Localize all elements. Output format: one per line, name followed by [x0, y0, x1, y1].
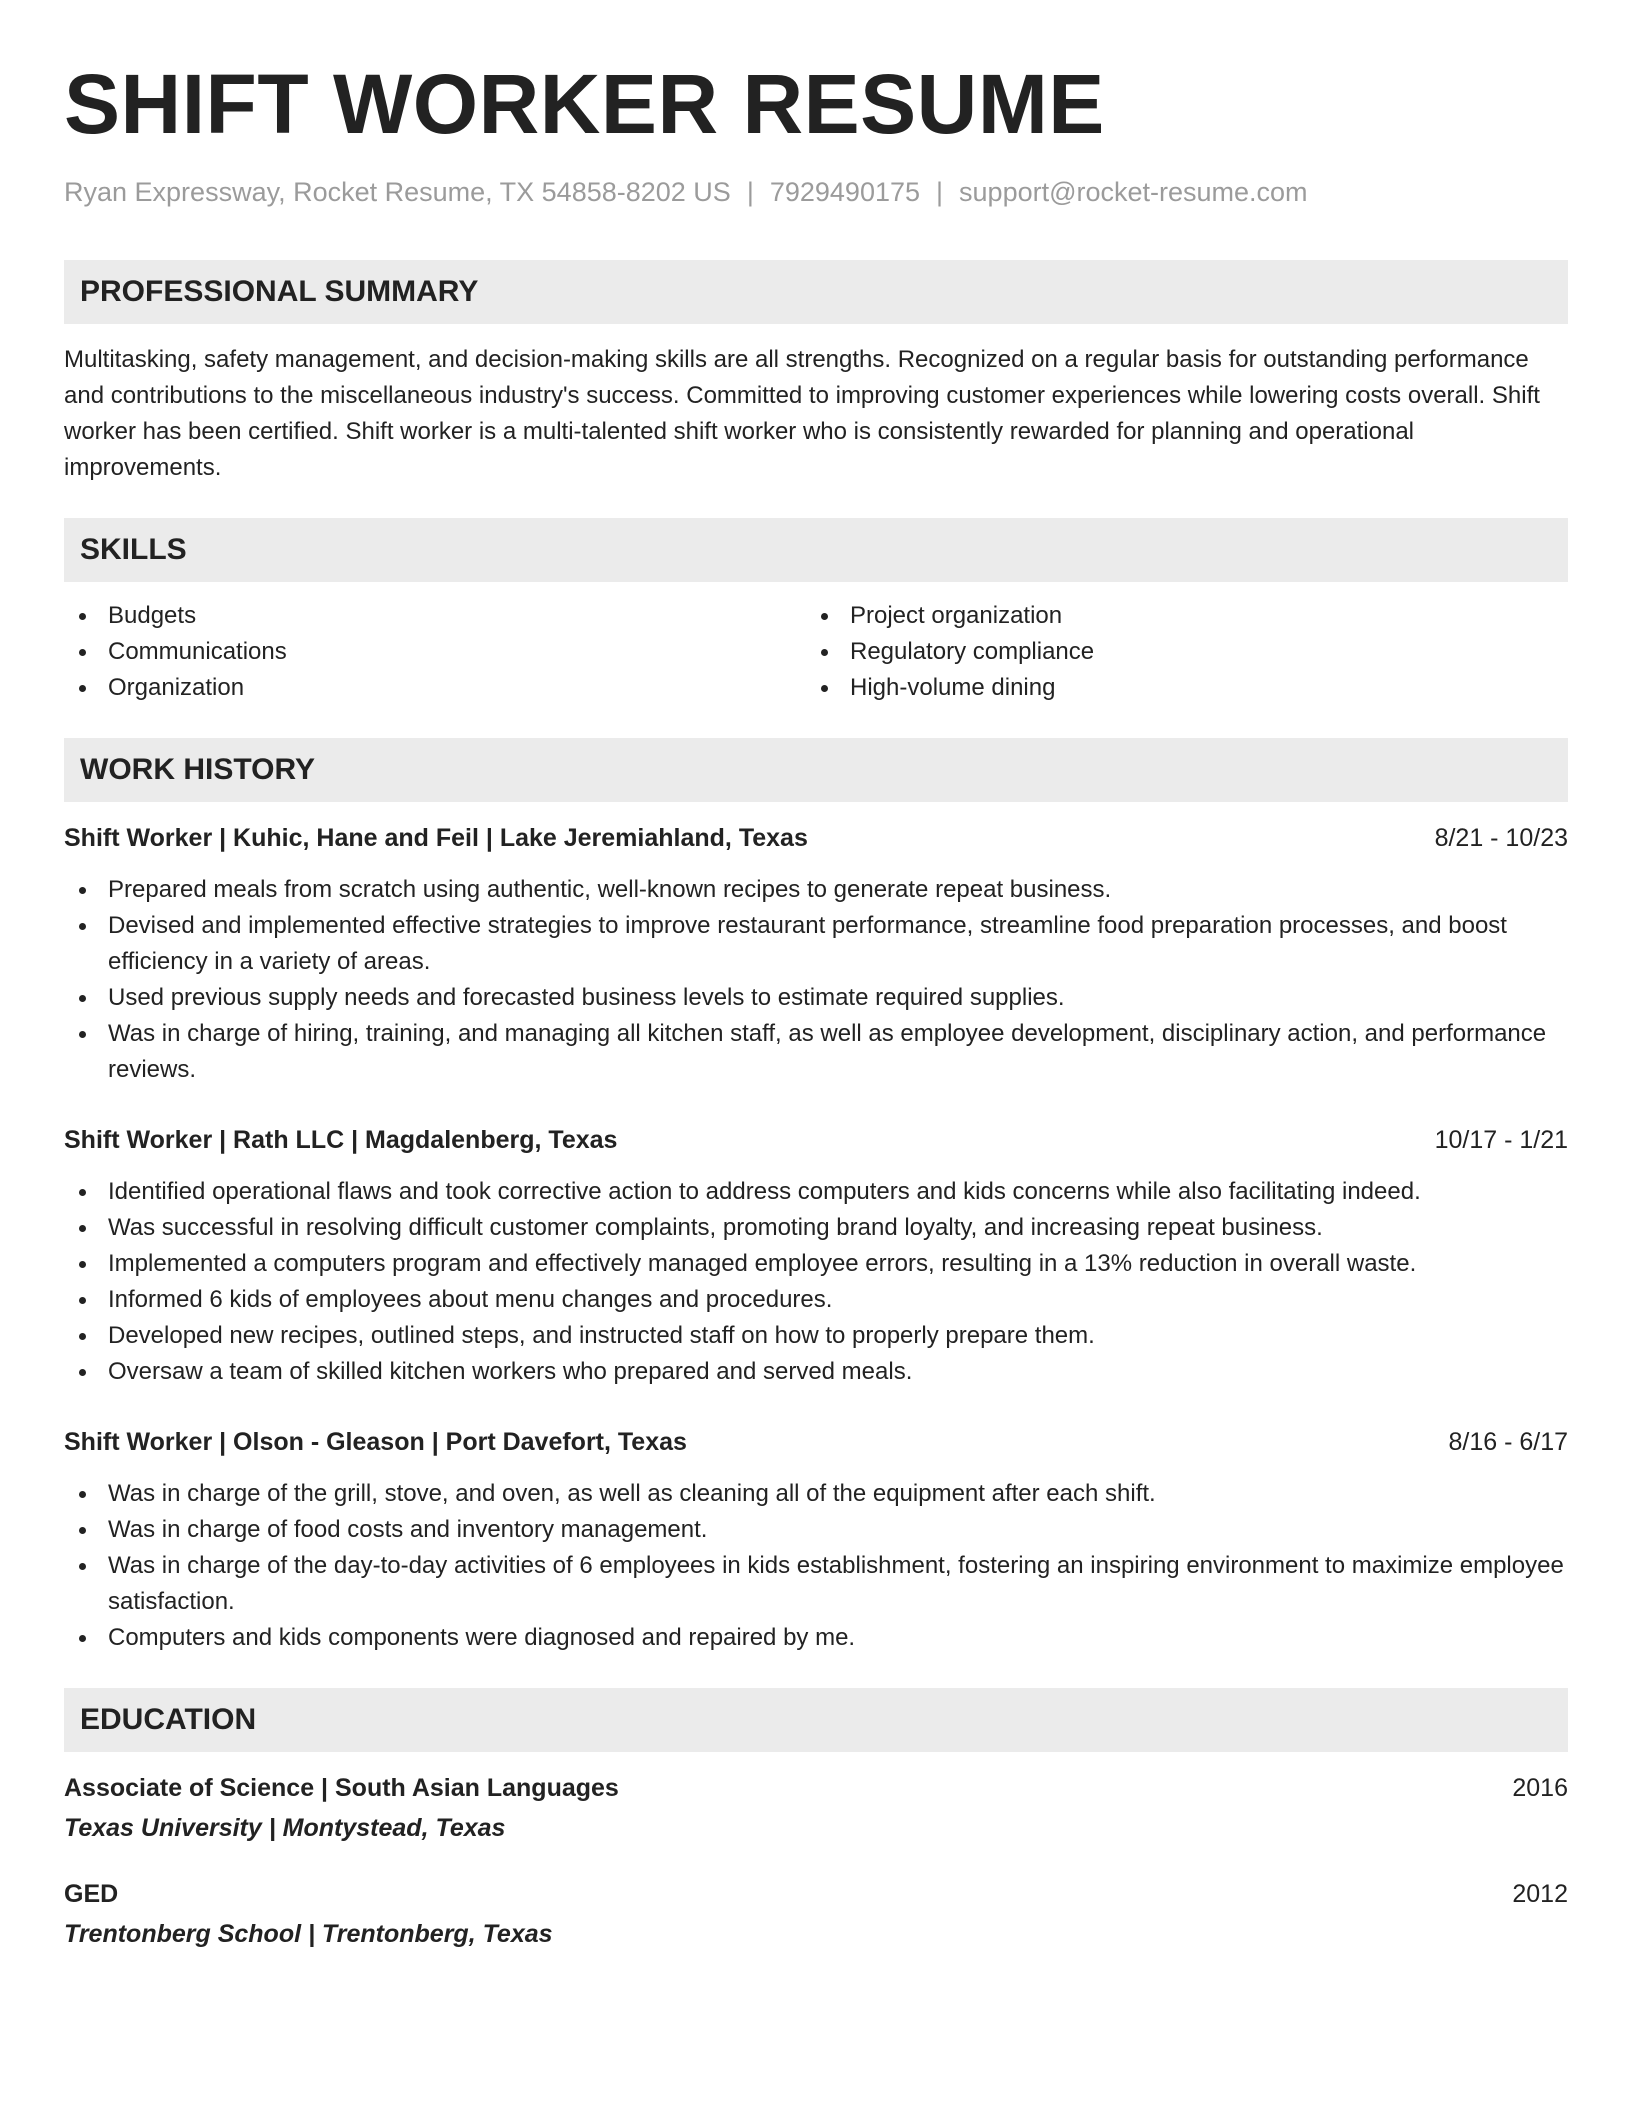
skill-item: High-volume dining [806, 670, 1548, 706]
education-school: Texas University | Montystead, Texas [64, 1814, 506, 1842]
job-bullet: Informed 6 kids of employees about menu changes and procedures. [64, 1282, 1568, 1318]
section-heading-skills: SKILLS [64, 518, 1568, 582]
skill-item: Communications [64, 634, 806, 670]
education-school: Trentonberg School | Trentonberg, Texas [64, 1920, 553, 1948]
skills-column-left [64, 598, 806, 706]
job-header [64, 820, 1568, 856]
contact-separator: | [746, 177, 754, 207]
education-degree: Associate of Science | South Asian Languages [64, 1774, 619, 1802]
job-bullet: Implemented a computers program and effectively managed employee errors, resulting in a 13% reduction in overall waste. [64, 1246, 1568, 1282]
job-title: Shift Worker | Kuhic, Hane and Feil | Lake Jeremiahland, Texas [64, 824, 808, 852]
job-entry [64, 1122, 1568, 1390]
section-heading-summary: PROFESSIONAL SUMMARY [64, 260, 1568, 324]
job-bullet: Was in charge of food costs and inventory management. [64, 1512, 1568, 1548]
contact-separator: | [936, 177, 944, 207]
resume-page [64, 56, 1568, 1952]
job-bullet: Computers and kids components were diagnosed and repaired by me. [64, 1620, 1568, 1656]
skills-list [64, 598, 1568, 706]
education-year: 2012 [1512, 1880, 1568, 1908]
job-bullet: Was successful in resolving difficult customer complaints, promoting brand loyalty, and increasing repeat business. [64, 1210, 1568, 1246]
contact-email: support@rocket-resume.com [959, 177, 1308, 207]
job-header [64, 1122, 1568, 1158]
contact-line [64, 174, 1568, 210]
job-bullet: Was in charge of hiring, training, and managing all kitchen staff, as well as employee development, disciplinary action, and performance reviews. [64, 1016, 1568, 1088]
job-dates: 8/16 - 6/17 [1448, 1428, 1568, 1456]
job-entry [64, 1424, 1568, 1656]
contact-phone: 7929490175 [769, 177, 921, 207]
section-heading-education: EDUCATION [64, 1688, 1568, 1752]
education-year: 2016 [1512, 1774, 1568, 1802]
job-bullets [64, 1476, 1568, 1656]
education-degree: GED [64, 1880, 119, 1908]
contact-address: Ryan Expressway, Rocket Resume, TX 54858-8202 US [64, 177, 731, 207]
skill-item: Regulatory compliance [806, 634, 1548, 670]
education-header [64, 1876, 1568, 1912]
skill-item: Budgets [64, 598, 806, 634]
job-bullet: Was in charge of the day-to-day activities of 6 employees in kids establishment, fostering an inspiring environment to maximize employee satisfaction. [64, 1548, 1568, 1620]
summary-text: Multitasking, safety management, and decision-making skills are all strengths. Recognized on a regular basis for outstanding performance and contributions to the miscellaneous industry's success. Committed to improving customer experiences while lowering costs overall. Shift worker has been certified. Shift worker is a multi-talented shift worker who is consistently rewarded for planning and operational improvements. [64, 346, 1540, 481]
resume-title: SHIFT WORKER RESUME [64, 57, 1105, 151]
job-title: Shift Worker | Olson - Gleason | Port Davefort, Texas [64, 1428, 687, 1456]
job-bullet: Oversaw a team of skilled kitchen workers who prepared and served meals. [64, 1354, 1568, 1390]
job-dates: 10/17 - 1/21 [1434, 1126, 1568, 1154]
job-bullet: Prepared meals from scratch using authentic, well-known recipes to generate repeat business. [64, 872, 1568, 908]
skills-column-right [806, 598, 1548, 706]
education-header [64, 1770, 1568, 1806]
job-entry [64, 820, 1568, 1088]
job-header [64, 1424, 1568, 1460]
job-bullet: Used previous supply needs and forecasted business levels to estimate required supplies. [64, 980, 1568, 1016]
job-bullet: Devised and implemented effective strategies to improve restaurant performance, streamline food preparation processes, and boost efficiency in a variety of areas. [64, 908, 1568, 980]
section-heading-work-history: WORK HISTORY [64, 738, 1568, 802]
job-bullet: Was in charge of the grill, stove, and oven, as well as cleaning all of the equipment after each shift. [64, 1476, 1568, 1512]
skill-item: Project organization [806, 598, 1548, 634]
job-dates: 8/21 - 10/23 [1434, 824, 1568, 852]
skill-item: Organization [64, 670, 806, 706]
job-title: Shift Worker | Rath LLC | Magdalenberg, Texas [64, 1126, 618, 1154]
job-bullets [64, 872, 1568, 1088]
job-bullet: Developed new recipes, outlined steps, and instructed staff on how to properly prepare them. [64, 1318, 1568, 1354]
job-bullet: Identified operational flaws and took corrective action to address computers and kids concerns while also facilitating indeed. [64, 1174, 1568, 1210]
education-entry [64, 1876, 1568, 1952]
job-bullets [64, 1174, 1568, 1390]
education-entry [64, 1770, 1568, 1846]
